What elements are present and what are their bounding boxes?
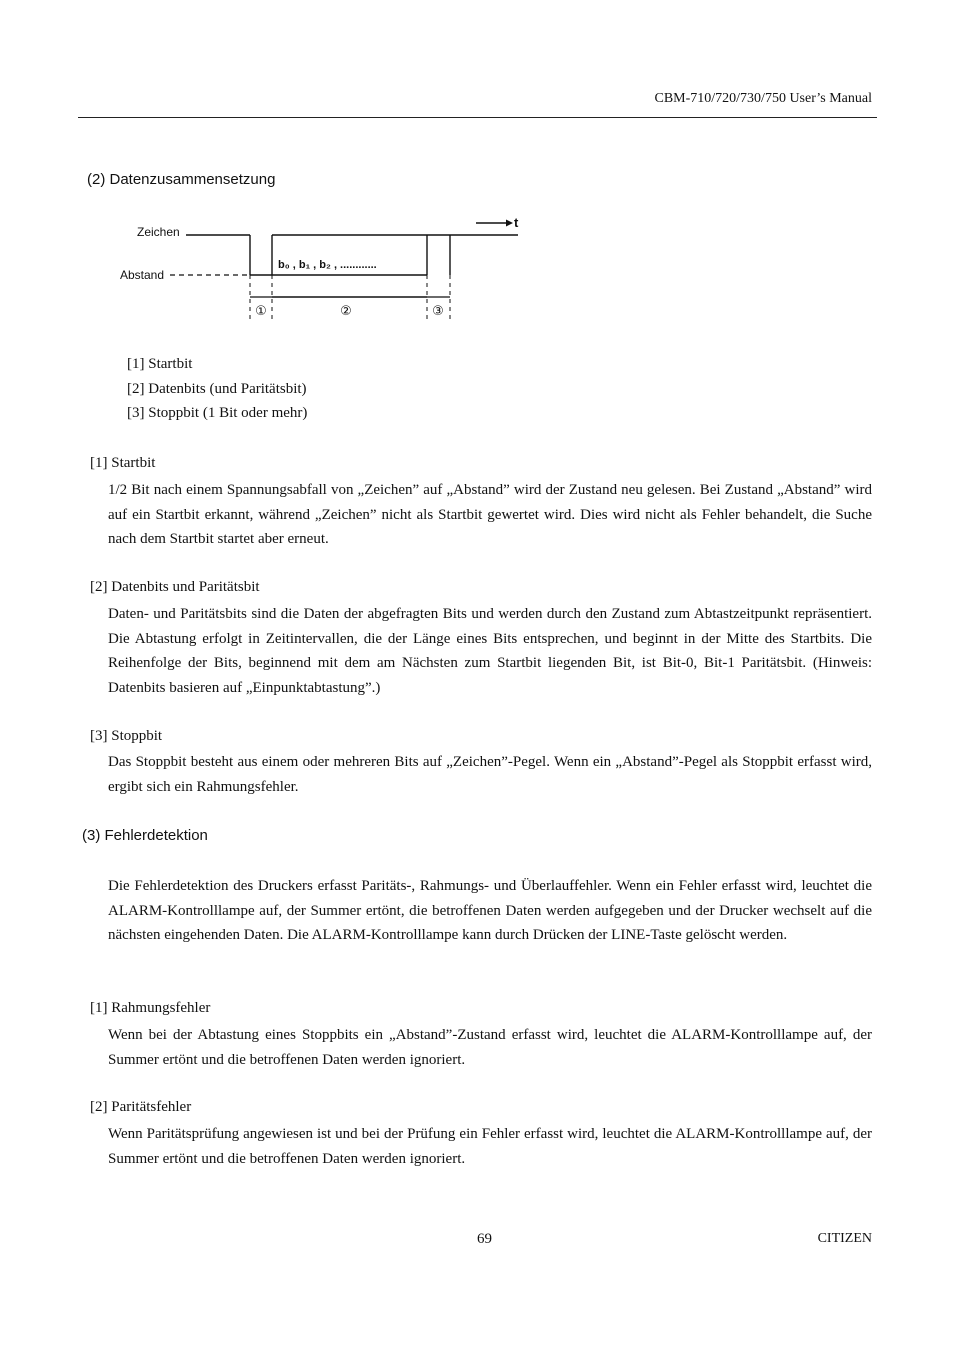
section-heading-data-composition: (2) Datenzusammensetzung <box>87 171 276 188</box>
label-mark: Zeichen <box>137 225 180 239</box>
label-space: Abstand <box>120 268 165 282</box>
marker-3: ③ <box>432 303 444 318</box>
item-heading-framing-error: [1] Rahmungsfehler <box>90 1000 211 1016</box>
time-arrow-head-icon <box>506 220 513 227</box>
data-frame-diagram <box>110 205 530 325</box>
legend-item-startbit: [1] Startbit <box>127 356 193 372</box>
item-text-parity-error: Wenn Paritätsprüfung angewiesen ist und bei der Prüfung ein Fehler erfasst wird, leuchtet die ALARM-Kontrolllampe auf, der Summer ertönt und die betroffenen Daten werden ignoriert. <box>108 1126 872 1167</box>
item-text-stoppbit: Das Stoppbit besteht aus einem oder mehreren Bits auf „Zeichen”-Pegel. Wenn ein „Abstand”-Pegel als Stoppbit erfasst wird, ergibt sich ein Rahmungsfehler. <box>108 754 872 795</box>
data-bits-label: b₀ , b₁ , b₂ , ............ <box>278 259 377 271</box>
legend-item-stoppbit: [3] Stoppbit (1 Bit oder mehr) <box>127 405 308 421</box>
item-text-startbit: 1/2 Bit nach einem Spannungsabfall von „Zeichen” auf „Abstand” wird der Zustand neu gelesen. Bei Zustand „Abstand” wird auf ein Startbit erkannt, während „Zeichen” nicht als Startbit gewertet wird. Dies wird nicht als Fehler behandelt, die Suche nach dem Startbit startet aber erneut. <box>108 482 872 548</box>
item-heading-parity-error: [2] Paritätsfehler <box>90 1099 192 1115</box>
item-text-databits: Daten- und Paritätsbits sind die Daten der abgefragten Bits und werden durch den Zustand zum Abtastzeitpunkt repräsentiert. Die Abtastung erfolgt in Zeitintervallen, die der Länge eines Bits entsprechen, und beginnt in der Mitte des Startbits. Die Reihenfolge der Bits, beginnend mit dem am Nächsten zum Startbit liegenden Bit, ist Bit-0, Bit-1 Paritätsbit. (Hinweis: Datenbits basieren auf „Einpunktabtastung”.) <box>108 606 872 697</box>
legend-item-databits: [2] Datenbits (und Paritätsbit) <box>127 381 307 397</box>
footer-brand: CITIZEN <box>817 1231 872 1246</box>
item-text-framing-error: Wenn bei der Abtastung eines Stoppbits ein „Abstand”-Zustand erfasst wird, leuchtet die ALARM-Kontrolllampe auf, der Summer ertönt und die betroffenen Daten werden ignoriert. <box>108 1027 872 1068</box>
section-heading-error-detection: (3) Fehlerdetektion <box>82 827 208 844</box>
item-heading-stoppbit: [3] Stoppbit <box>90 728 163 744</box>
item-heading-databits: [2] Datenbits und Paritätsbit <box>90 579 260 595</box>
page-number: 69 <box>477 1231 492 1247</box>
error-detection-intro: Die Fehlerdetektion des Druckers erfasst Paritäts-, Rahmungs- und Überlauffehler. Wenn ein Fehler erfasst wird, leuchtet die ALARM-Kontrolllampe auf, der Summer ertönt, die betroffenen Daten werden aufgegeben und der Drucker wechselt auf die nächsten eingehenden Daten. Die ALARM-Kontrolllampe kann durch Drücken der LINE-Taste gelöscht werden. <box>108 878 872 944</box>
marker-2: ② <box>340 303 352 318</box>
header-title: CBM-710/720/730/750 User’s Manual <box>654 91 872 106</box>
header-rule <box>78 117 877 118</box>
item-heading-startbit: [1] Startbit <box>90 455 156 471</box>
marker-1: ① <box>255 303 267 318</box>
time-label: t <box>514 215 519 230</box>
